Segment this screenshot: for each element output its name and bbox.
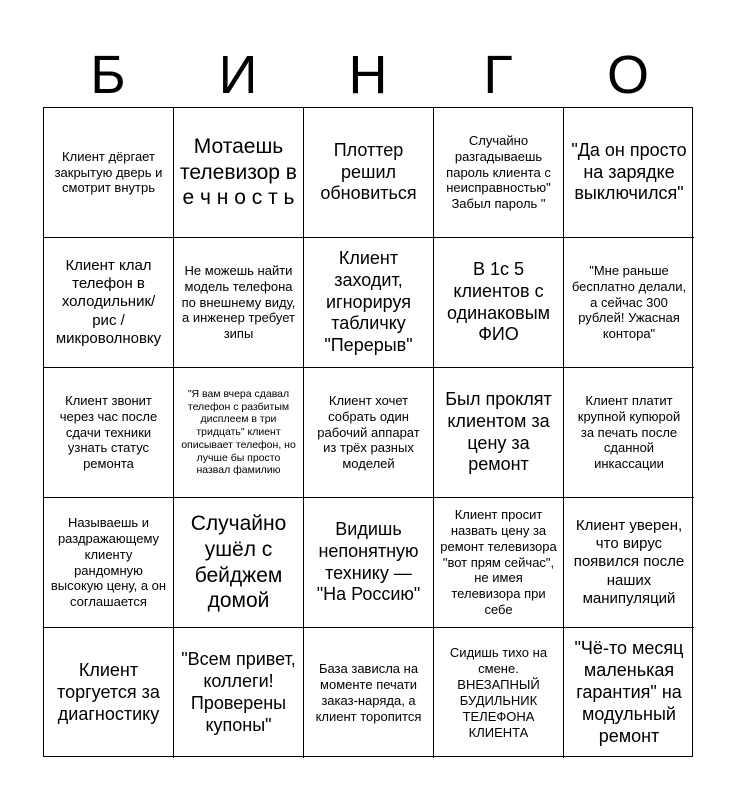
bingo-cell[interactable]: Клиент платит крупной купюрой за печать после сданной инкассации	[564, 368, 694, 498]
bingo-cell[interactable]: "Мне раньше бесплатно делали, а сейчас 300 рублей! Ужасная контора"	[564, 238, 694, 368]
bingo-cell[interactable]: Случайно разгадываешь пароль клиента с неисправностью" Забыл пароль "	[434, 108, 564, 238]
bingo-cell[interactable]: Плоттер решил обновиться	[304, 108, 434, 238]
title-letter-b: Б	[90, 45, 126, 105]
bingo-title	[43, 44, 693, 106]
bingo-cell[interactable]: Не можешь найти модель телефона по внешнему виду, а инженер требует зипы	[174, 238, 304, 368]
title-letter-g: Г	[483, 45, 513, 105]
bingo-cell[interactable]: Клиент торгуется за диагностику	[44, 628, 174, 758]
title-letter-n: Н	[348, 45, 388, 105]
bingo-cell[interactable]: Видишь непонятную технику — "На Россию"	[304, 498, 434, 628]
bingo-cell[interactable]: Клиент уверен, что вирус появился после наших манипуляций	[564, 498, 694, 628]
bingo-cell[interactable]: Клиент просит назвать цену за ремонт телевизора "вот прям сейчас", не имея телевизора при себе	[434, 498, 564, 628]
title-letter-o: О	[606, 45, 649, 105]
bingo-cell[interactable]: Случайно ушёл с бейджем домой	[174, 498, 304, 628]
title-letter-i: И	[218, 45, 258, 105]
bingo-cell[interactable]: Клиент клал телефон в холодильник/рис / микроволновку	[44, 238, 174, 368]
bingo-cell[interactable]: Клиент хочет собрать один рабочий аппарат из трёх разных моделей	[304, 368, 434, 498]
bingo-cell[interactable]: "Да он просто на зарядке выключился"	[564, 108, 694, 238]
bingo-cell[interactable]: "Я вам вчера сдавал телефон с разбитым дисплеем в три тридцать" клиент описывает телефон, но лучше бы просто назвал фамилию	[174, 368, 304, 498]
bingo-cell[interactable]: В 1с 5 клиентов с одинаковым ФИО	[434, 238, 564, 368]
bingo-cell[interactable]: Был проклят клиентом за цену за ремонт	[434, 368, 564, 498]
bingo-cell[interactable]: "Чё-то месяц маленькая гарантия" на модульный ремонт	[574, 638, 684, 746]
bingo-cell[interactable]: Мотаешь телевизор в е ч н о с т ь	[174, 108, 304, 238]
bingo-cell[interactable]: Клиент дёргает закрытую дверь и смотрит внутрь	[44, 108, 174, 238]
bingo-cell[interactable]: Сидишь тихо на смене. ВНЕЗАПНЫЙ БУДИЛЬНИК ТЕЛЕФОНА КЛИЕНТА	[434, 628, 564, 758]
bingo-cell[interactable]: Клиент заходит, игнорируя табличку "Перерыв"	[304, 238, 434, 368]
bingo-cell[interactable]: Клиент звонит через час после сдачи техники узнать статус ремонта	[44, 368, 174, 498]
bingo-cell[interactable]: База зависла на моменте печати заказ-наряда, а клиент торопится	[304, 628, 434, 758]
bingo-grid	[43, 107, 693, 757]
bingo-cell[interactable]: "Всем привет, коллеги! Проверены купоны"	[174, 628, 304, 758]
bingo-cell[interactable]: Называешь и раздражающему клиенту рандомную высокую цену, а он соглашается	[44, 498, 174, 628]
